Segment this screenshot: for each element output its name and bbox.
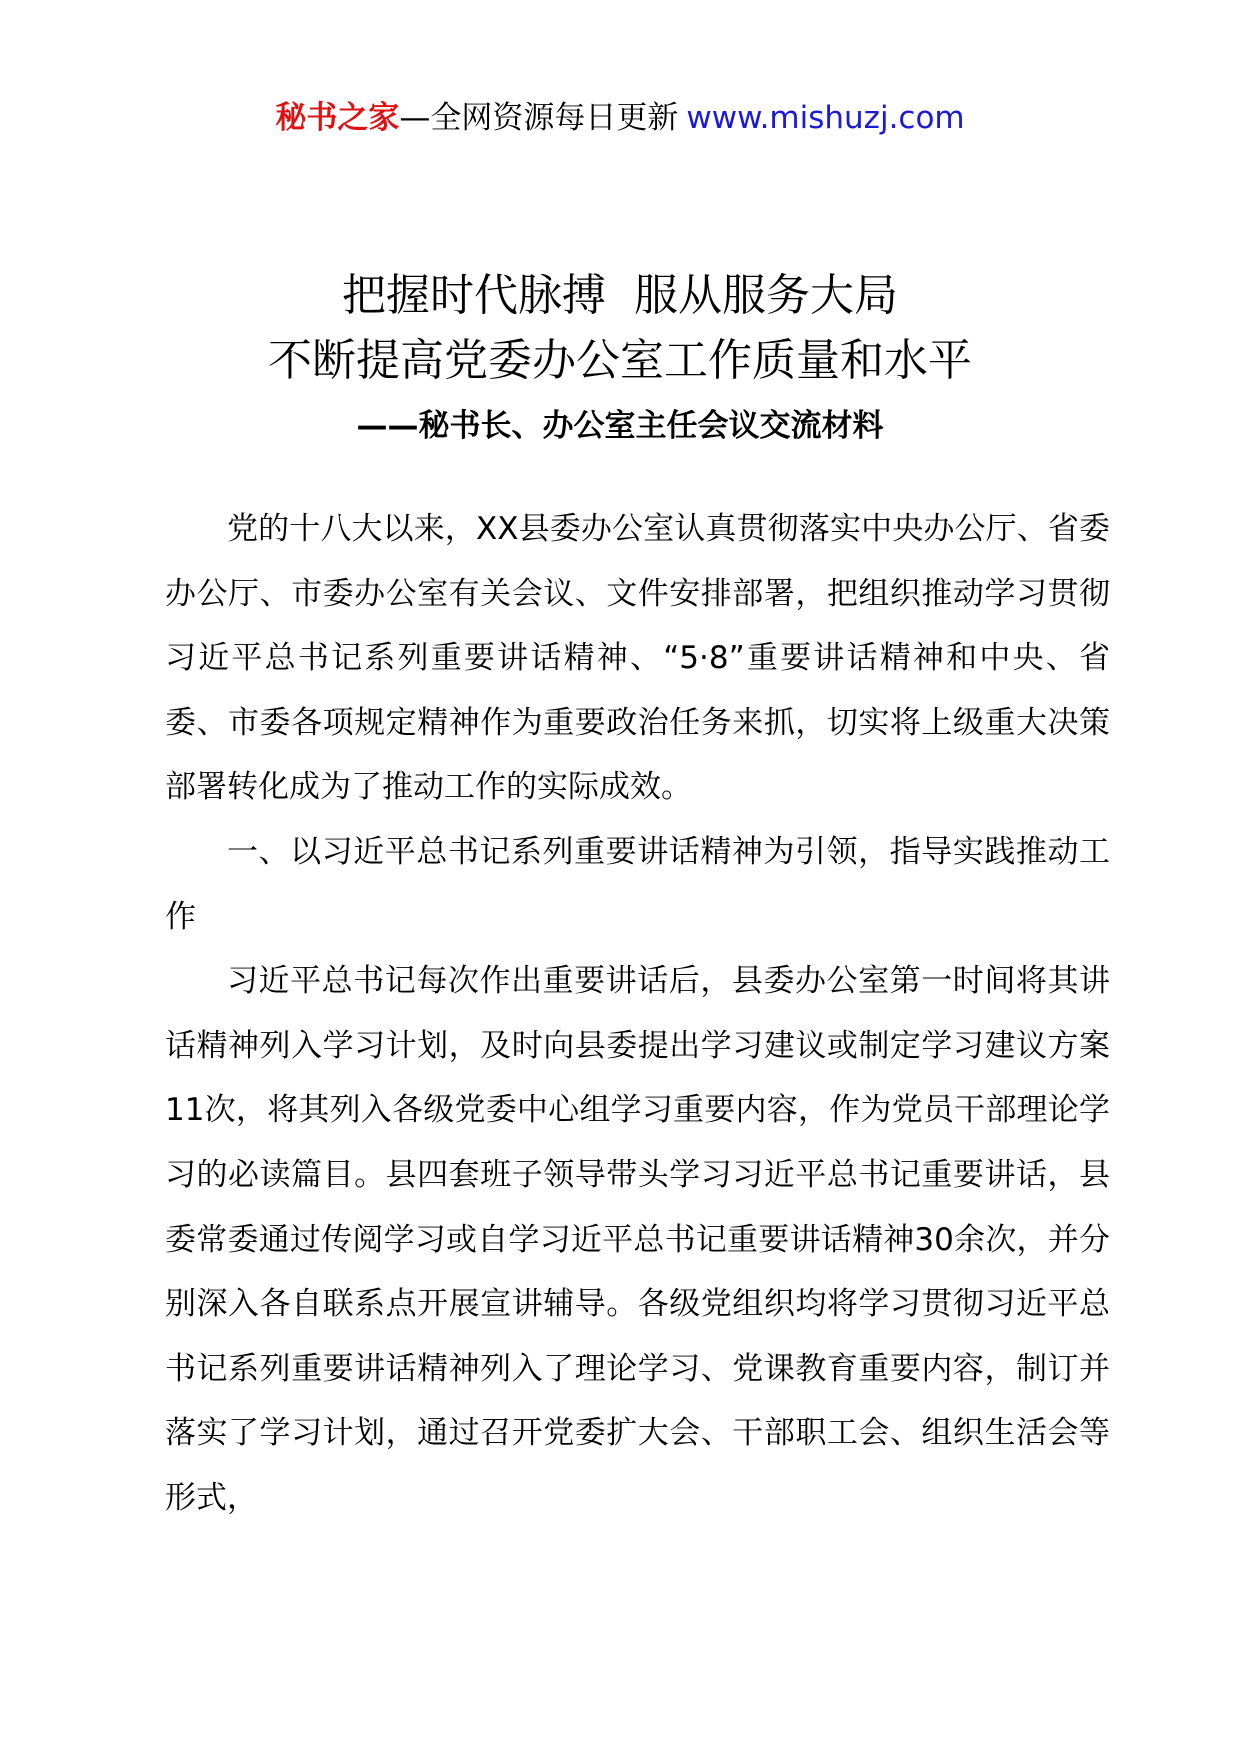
document-subtitle: ——秘书长、办公室主任会议交流材料 [356,408,884,444]
body-paragraph-section-1: 习近平总书记每次作出重要讲话后，县委办公室第一时间将其讲话精神列入学习计划，及时向县委提出学习建议或制定学习建议方案11次，将其列入各级党委中心组学习重要内容，作为党员干部理论学习的必读篇目。县四套班子领导带头学习习近平总书记重要讲话，县委常委通过传阅学习或自学习近平总书记重要讲话精神30余次，并分别深入各自联系点开展宣讲辅导。各级党组织均将学习贯彻习近平总书记系列重要讲话精神列入了理论学习、党课教育重要内容，制订并落实了学习计划，通过召开党委扩大会、干部职工会、组织生活会等形式， [165,963,1110,1516]
site-brand: 秘书之家 [275,100,400,136]
document-body [165,497,1110,1531]
site-header [0,98,1240,138]
section-heading-1: 一、以习近平总书记系列重要讲话精神为引领，指导实践推动工作 [165,833,1110,935]
document-title-line-1: 把握时代脉搏 服从服务大局 [342,270,898,321]
document-title-line-2: 不断提高党委办公室工作质量和水平 [268,335,972,386]
site-tagline: —全网资源每日更新 [399,100,679,136]
body-paragraph-intro: 党的十八大以来，XX县委办公室认真贯彻落实中央办公厅、省委办公厅、市委办公室有关会议、文件安排部署，把组织推动学习贯彻习近平总书记系列重要讲话精神、“5·8”重要讲话精神和中央、省委、市委各项规定精神作为重要政治任务来抓，切实将上级重大决策部署转化成为了推动工作的实际成效。 [165,511,1110,806]
site-url-link[interactable]: www.mishuzj.com [686,100,965,136]
